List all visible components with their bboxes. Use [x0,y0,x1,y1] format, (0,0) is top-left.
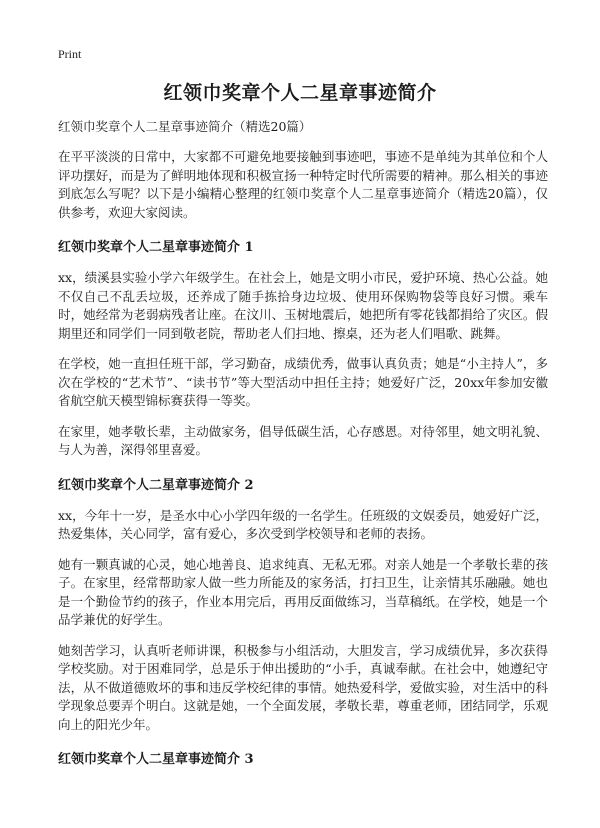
section-heading-2: 红领巾奖章个人二星章事迹简介 2 [58,477,254,493]
section-2-paragraph: 她有一颗真诚的心灵，她心地善良、追求纯真、无私无邪。对亲人她是一个孝敬长辈的孩子。在家里，经常帮助家人做一些力所能及的家务活，打扫卫生，让亲情其乐融融。她也是一个勤俭节约的孩子，作业本用完后，再用反面做练习，当草稿纸。在学校，她是一个品学兼优的好学生。 [58,556,548,627]
document-body [58,117,548,781]
section-1-paragraph: xx，绩溪县实验小学六年级学生。在社会上，她是文明小市民，爱护环境、热心公益。她不仅自己不乱丢垃圾，还养成了随手拣拾身边垃圾、使用环保购物袋等良好习惯。乘车时，她经常为老弱病残者让座。在汶川、玉树地震后，她把所有零花钱都捐给了灾区。假期里还和同学们一同到敬老院，帮助老人们扫地、擦桌，还为老人们唱歌、跳舞。 [58,270,548,341]
print-link[interactable]: Print [58,47,82,61]
section-heading-3: 红领巾奖章个人二星章事迹简介 3 [58,752,254,767]
section-1-paragraph: 在家里，她孝敬长辈，主动做家务，倡导低碳生活，心存感恩。对待邻里，她文明礼貌、与人为善，深得邻里喜爱。 [58,423,548,457]
section-2-paragraph: xx，今年十一岁，是圣水中心小学四年级的一名学生。任班级的文娱委员，她爱好广泛，热爱集体，关心同学，富有爱心，多次受到学校领导和老师的表扬。 [58,507,548,541]
section-2-paragraph: 她刻苦学习，认真听老师讲课，积极参与小组活动，大胆发言，学习成绩优异，多次获得学校奖励。对于困难同学，总是乐于伸出援助的“小手，真诚奉献。在社会中，她遵纪守法，从不做道德败坏的事和违反学校纪律的事情。她热爱科学，爱做实验，对生活中的科学现象总要弄个明白。这就是她，一个全面发展，孝敬长辈，尊重老师，团结同学，乐观向上的阳光少年。 [58,642,548,732]
intro-paragraph: 在平平淡淡的日常中，大家都不可避免地要接触到事迹吧，事迹不是单纯为其单位和个人评功摆好，而是为了鲜明地体现和积极宣扬一种特定时代所需要的精神。那么相关的事迹到底怎么写呢？以下是小编精心整理的红领巾奖章个人二星章事迹简介（精选20篇），仅供参考，欢迎大家阅读。 [58,149,548,220]
document-title: 红领巾奖章个人二星章事迹简介 [163,82,437,104]
document-subtitle: 红领巾奖章个人二星章事迹简介（精选20篇） [58,119,312,134]
section-heading-1: 红领巾奖章个人二星章事迹简介 1 [58,240,254,255]
section-1-paragraph: 在学校，她一直担任班干部，学习勤奋，成绩优秀，做事认真负责；她是“小主持人”，多次在学校的“艺术节”、“读书节”等大型活动中担任主持；她爱好广泛，20xx年参加安徽省航空航天模型锦标赛获得一等奖。 [58,356,548,408]
